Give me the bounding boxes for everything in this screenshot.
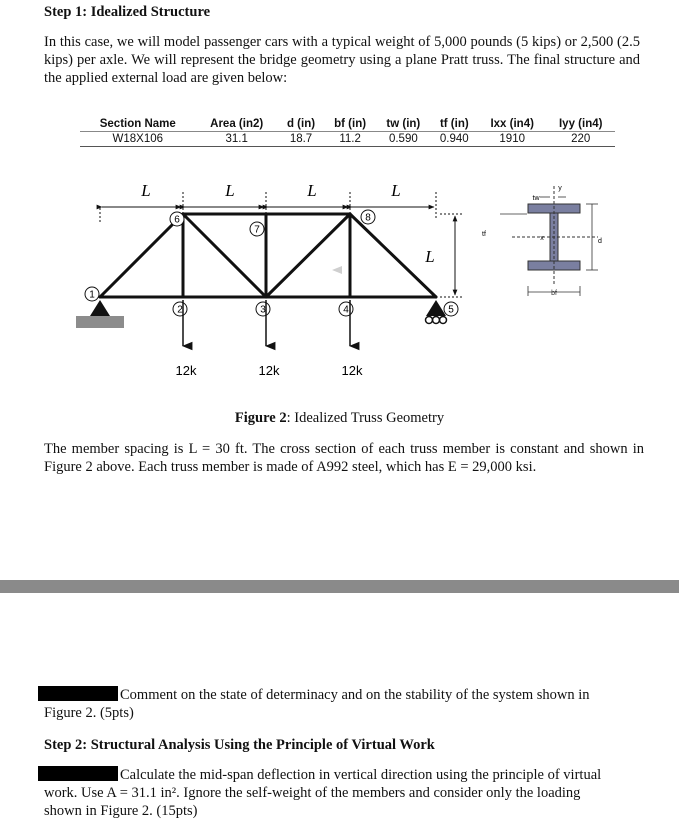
header-area: Area (in2) — [196, 117, 278, 132]
question-2-line-3: shown in Figure 2. (15pts) — [44, 803, 198, 819]
table-row — [80, 132, 615, 147]
svg-text:3: 3 — [260, 304, 266, 316]
height-label: L — [425, 247, 435, 266]
header-section-name: Section Name — [80, 117, 196, 132]
svg-text:1: 1 — [89, 289, 95, 301]
question-2-line-2: work. Use A = 31.1 in². Ignore the self-weight of the members and consider only the loading — [44, 785, 581, 801]
question-2-line-1: Calculate the mid-span deflection in vertical direction using the principle of virtual — [120, 767, 602, 783]
member-text: The member spacing is L = 30 ft. The cross section of each truss member is constant and shown in Figure 2 above. Each truss member is made of A992 steel, which has E = 29,000 ksi. — [44, 441, 644, 475]
member-paragraph — [44, 440, 644, 476]
intro-paragraph — [44, 33, 640, 87]
page-separator — [0, 580, 679, 593]
figure-caption — [0, 410, 679, 427]
cell-iyy: 220 — [546, 132, 615, 147]
height-dimension — [424, 214, 462, 297]
tf-label: tf — [482, 231, 486, 238]
span-label-3: L — [307, 181, 317, 200]
cell-bf: 11.2 — [324, 132, 376, 147]
header-tf: tf (in) — [431, 117, 478, 132]
load-label-3: 12k — [341, 363, 363, 378]
d-label: d — [598, 238, 602, 245]
node-6 — [170, 212, 184, 226]
pin-support — [76, 300, 124, 328]
header-iyy: Iyy (in4) — [546, 117, 615, 132]
question-2 — [38, 766, 658, 820]
span-dimensions — [100, 181, 436, 224]
header-ixx: Ixx (in4) — [478, 117, 547, 132]
cell-area: 31.1 — [196, 132, 278, 147]
node-4 — [339, 302, 353, 316]
cell-ixx: 1910 — [478, 132, 547, 147]
node-5 — [444, 302, 458, 316]
header-bf: bf (in) — [324, 117, 376, 132]
cell-d: 18.7 — [278, 132, 324, 147]
bf-label: bf — [551, 290, 557, 297]
diagonal-3-8 — [266, 214, 350, 297]
step1-heading: Step 1: Idealized Structure — [44, 4, 211, 20]
redaction-box — [38, 686, 118, 701]
intro-text: In this case, we will model passenger cars with a typical weight of 5,000 pounds (5 kips) or 2,500 (2.5 kips) per axle. We will represent the bridge geometry using a plane Pratt truss. The final structure and the applied external load are given below: — [44, 34, 640, 86]
header-tw: tw (in) — [376, 117, 431, 132]
node-3 — [256, 302, 270, 316]
figure-caption-label: Figure 2 — [234, 410, 287, 426]
svg-text:2: 2 — [177, 304, 183, 316]
cell-tw: 0.590 — [376, 132, 431, 147]
roller-support — [426, 300, 447, 324]
end-diagonal-left — [100, 214, 183, 297]
redaction-box — [38, 766, 118, 781]
truss-figure — [0, 170, 679, 400]
node-2 — [173, 302, 187, 316]
cell-section-name: W18X106 — [80, 132, 196, 147]
svg-text:5: 5 — [448, 304, 454, 316]
svg-text:6: 6 — [174, 214, 180, 226]
node-1 — [85, 287, 99, 301]
svg-text:4: 4 — [343, 304, 349, 316]
node-8 — [361, 210, 375, 224]
y-axis-label: y — [558, 185, 562, 192]
tw-label: tw — [532, 195, 540, 202]
truss-members — [100, 214, 436, 297]
span-label-2: L — [225, 181, 235, 200]
end-diagonal-right — [350, 214, 436, 297]
section-table-header-row — [80, 117, 615, 132]
question-1-line-1: Comment on the state of determinacy and on the stability of the system shown in — [120, 687, 590, 703]
figure-caption-text: : Idealized Truss Geometry — [286, 410, 445, 426]
svg-text:8: 8 — [365, 212, 371, 224]
span-label-1: L — [141, 181, 151, 200]
question-1-line-2: Figure 2. (5pts) — [44, 705, 134, 721]
wide-flange-section — [482, 185, 602, 297]
x-axis-label: x — [540, 235, 544, 242]
span-label-4: L — [391, 181, 401, 200]
question-1 — [38, 686, 648, 722]
node-7 — [250, 222, 264, 236]
load-label-1: 12k — [175, 363, 197, 378]
svg-text:7: 7 — [254, 224, 260, 236]
step2-heading: Step 2: Structural Analysis Using the Principle of Virtual Work — [44, 737, 435, 753]
load-label-2: 12k — [258, 363, 280, 378]
cell-tf: 0.940 — [431, 132, 478, 147]
section-properties-table — [80, 117, 615, 147]
header-d: d (in) — [278, 117, 324, 132]
member-marker-icon — [332, 266, 342, 274]
